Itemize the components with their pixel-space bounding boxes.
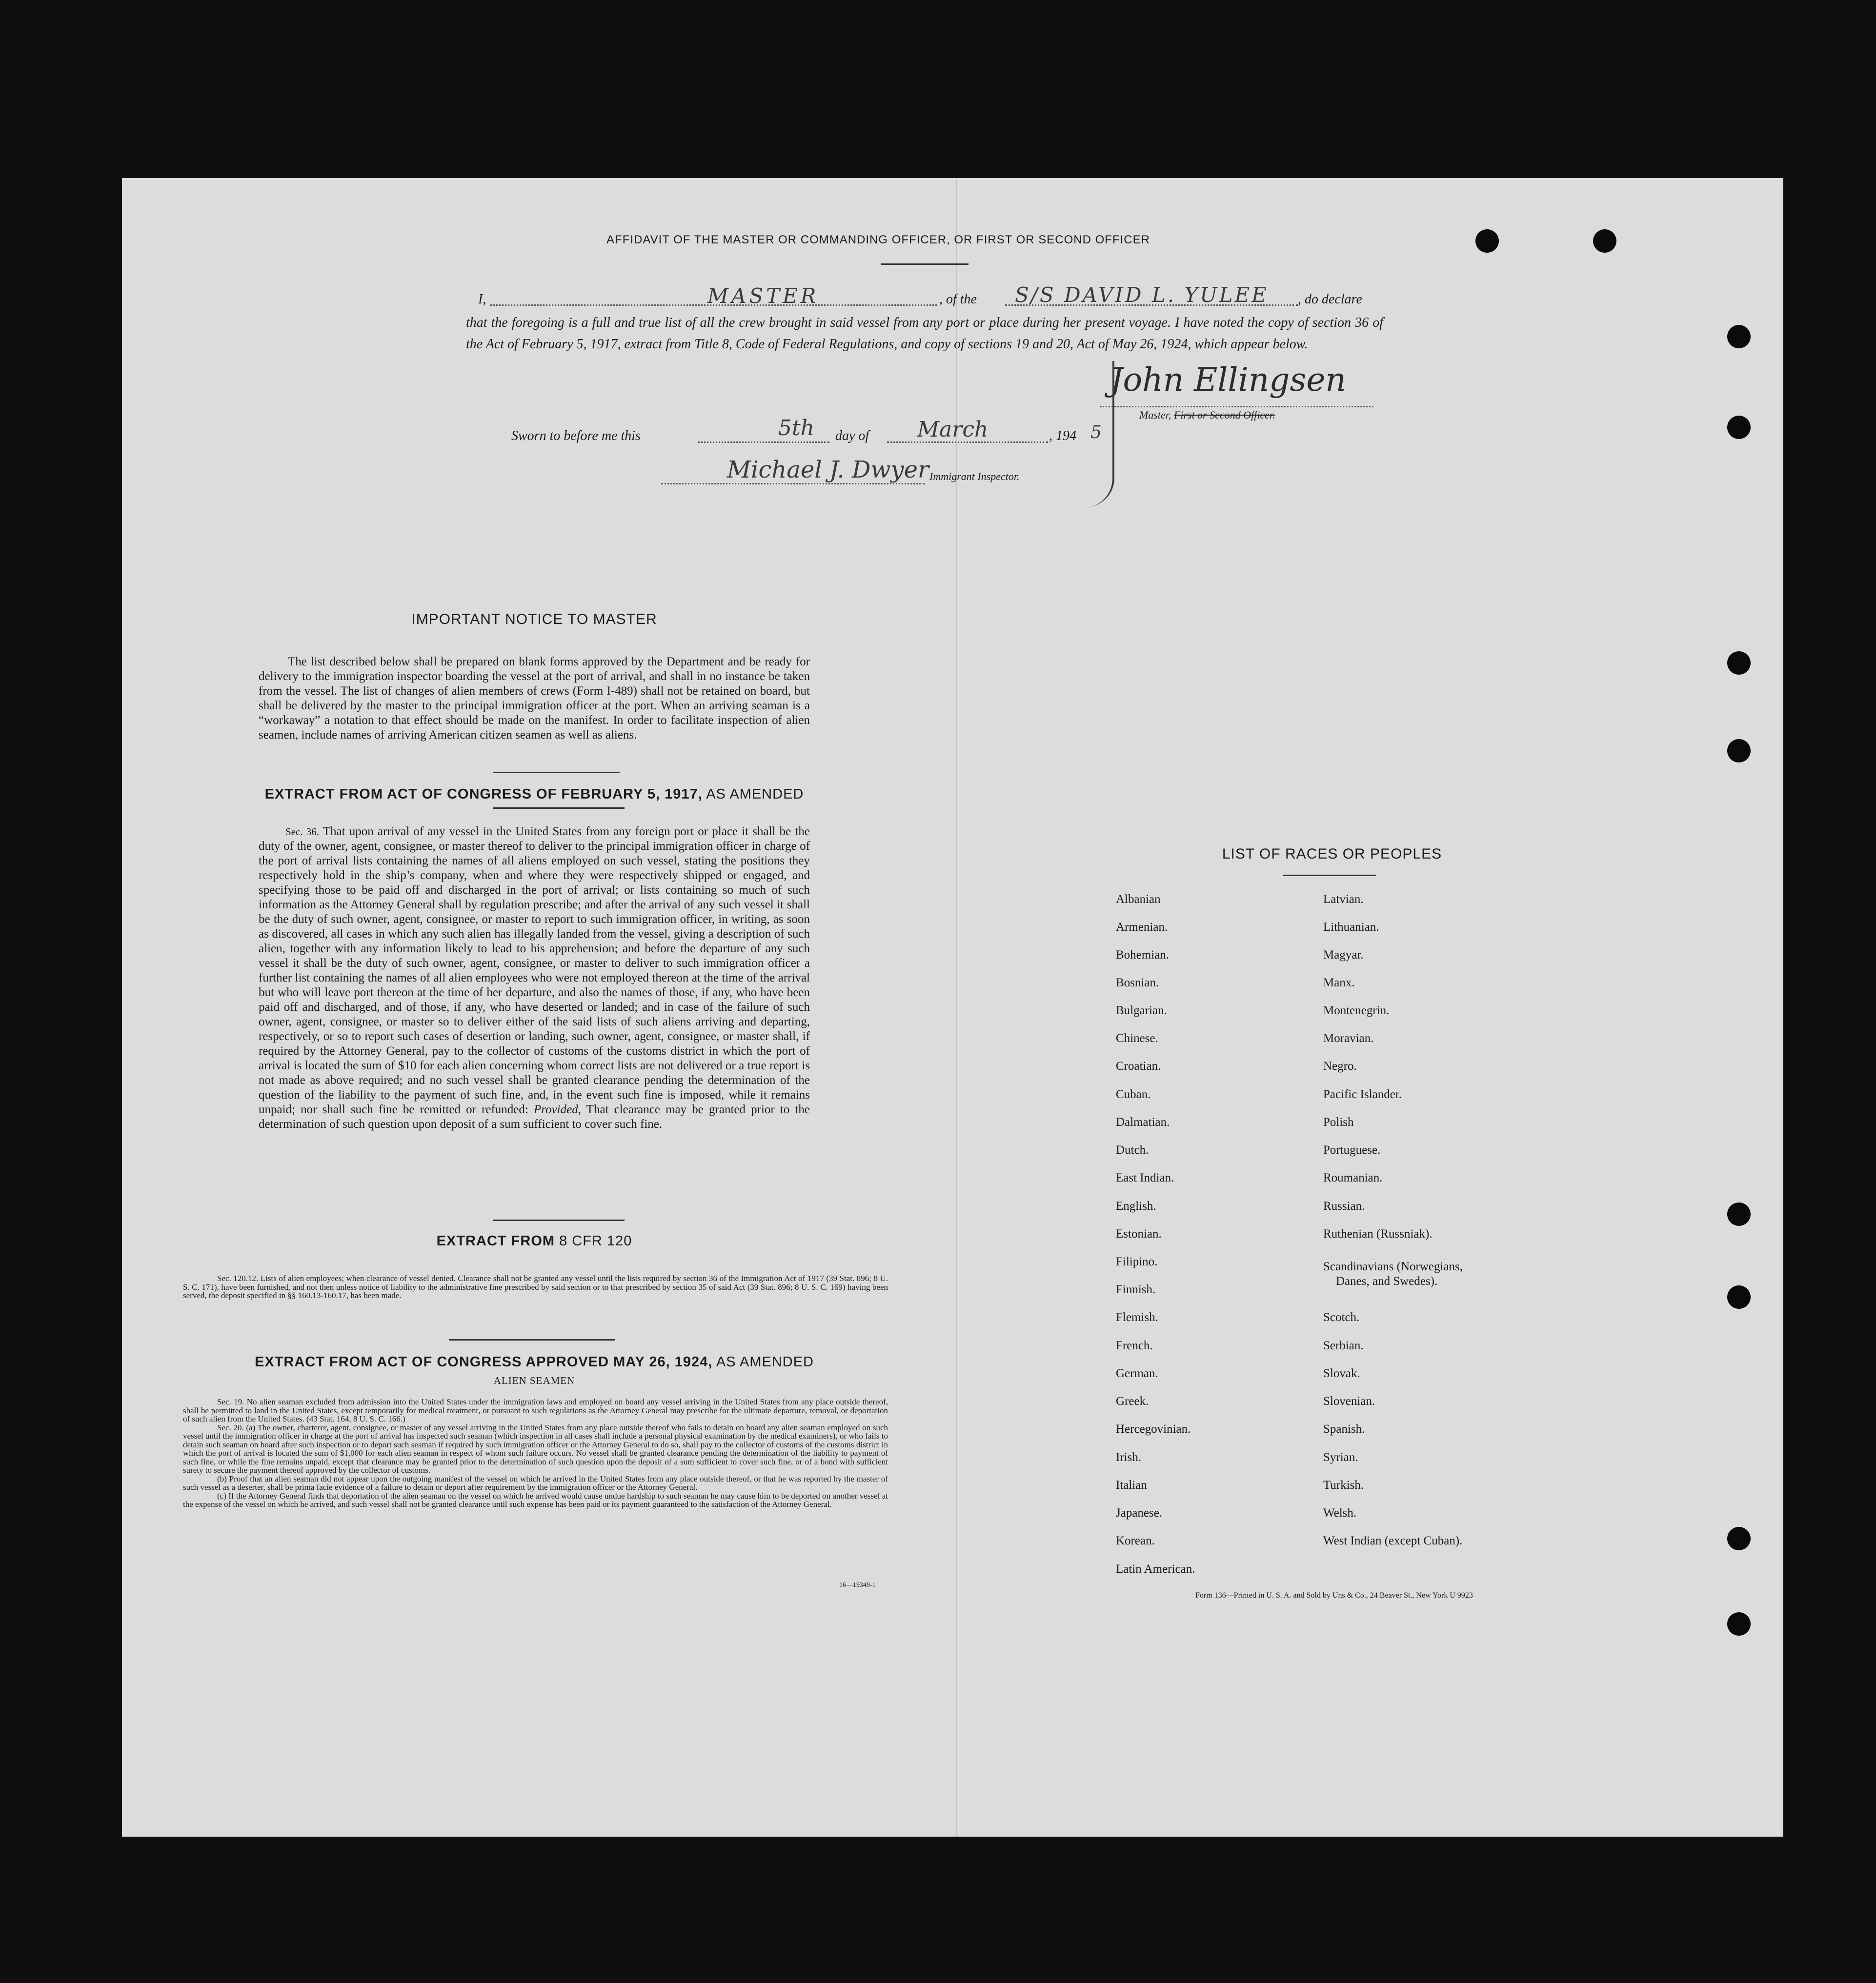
race-item: Korean. [1116, 1534, 1155, 1547]
race-item: Russian. [1323, 1200, 1365, 1213]
sec-20a-text: Sec. 20. (a) The owner, charterer, agent, consignee, or master of any vessel arriving in the United States from any place outside thereof who fails to detain on board any alien seaman employed on such vessel until the immigration officer in charge at the port of arrival has inspected such seaman (which inspection in all cases shall include a personal physical examination by the medical examiners), or who fails to detain such seaman on board after such inspection or to deport such seaman if required by such immigration officer or the Attorney General to do so, shall pay to the collector of customs of the customs district in which the port of arrival is located the sum of $1,000 for each alien seaman in respect of whom such failure occurs. No vessel shall be granted clearance pending the determination of the liability to payment of such fine, or while the fine remains unpaid, except that clearance may be granted prior to the determination of such question upon the deposit of a sum sufficient to cover such fine, or of a bond with sufficient surety to secure the payment thereof approved by the collector of customs. [183, 1422, 888, 1475]
master-caption-a: Master, [1139, 409, 1171, 421]
divider [449, 1339, 615, 1341]
extract-cfr-body: Sec. 120.12. Lists of alien employees; when clearance of vessel denied. Clearance shall not be granted any vessel until the lists required by section 36 of the Immigration Act of 1917 (39 Stat. 896; 8 U. S. C. 171), have been furnished, and not then unless notice of liability to the administrative fine prescribed by said section or to that prescribed by section 35 of said Act (39 Stat. 896; 8 U. S. C. 169) having been served, the deposit specified in §§ 160.13-160.17, has been made. [183, 1274, 888, 1300]
race-item: Spanish. [1323, 1422, 1365, 1436]
race-item: Greek. [1116, 1395, 1149, 1408]
notice-title: IMPORTANT NOTICE TO MASTER [411, 611, 657, 627]
punch-hole [1727, 1527, 1751, 1550]
race-item: Chinese. [1116, 1032, 1158, 1045]
master-signature: John Ellingsen [1110, 361, 1346, 399]
sworn-mid: day of [835, 428, 869, 443]
day-blank [698, 441, 829, 443]
affidavit-title: AFFIDAVIT OF THE MASTER OR COMMANDING OFFICER, OR FIRST OR SECOND OFFICER [606, 233, 1150, 246]
master-caption-b: First or Second Officer. [1173, 409, 1275, 421]
race-item: Dalmatian. [1116, 1116, 1170, 1129]
race-item: West Indian (except Cuban). [1323, 1534, 1463, 1547]
race-item: Scandinavians (Norwegians, [1323, 1260, 1463, 1273]
race-item: Polish [1323, 1116, 1354, 1129]
form-footer: Form 136—Printed in U. S. A. and Sold by Uns & Co., 24 Beaver St., New York U 9923 [1195, 1591, 1473, 1600]
race-item: Japanese. [1116, 1506, 1163, 1520]
races-title: LIST OF RACES OR PEOPLES [1222, 846, 1442, 862]
punch-hole [1727, 739, 1751, 762]
race-item: Serbian. [1323, 1339, 1364, 1352]
extract-cfr-title [259, 1233, 810, 1249]
race-item: Magyar. [1323, 948, 1364, 961]
race-item: Flemish. [1116, 1311, 1158, 1324]
race-item: Syrian. [1323, 1451, 1358, 1464]
sworn-year-pre: , 194 [1049, 428, 1076, 443]
race-item: Scotch. [1323, 1311, 1360, 1324]
divider [493, 1220, 625, 1221]
punch-hole [1727, 1202, 1751, 1226]
race-item: Bosnian. [1116, 976, 1159, 989]
race-item: Pacific Islander. [1323, 1088, 1402, 1101]
divider [493, 807, 625, 809]
extract-1917-title-rest: AS AMENDED [702, 786, 804, 802]
race-item: Latvian. [1323, 893, 1364, 906]
punch-hole [1727, 416, 1751, 439]
race-item: Lithuanian. [1323, 921, 1379, 934]
race-item: Latin American. [1116, 1562, 1195, 1576]
race-item: Albanian [1116, 893, 1161, 906]
proviso-label: Provided, [534, 1103, 581, 1116]
race-item: Danes, and Swedes). [1336, 1275, 1438, 1288]
extract-cfr-title-bold: EXTRACT FROM [436, 1233, 555, 1249]
race-item: Finnish. [1116, 1283, 1156, 1296]
inspector-caption: Immigrant Inspector. [929, 470, 1020, 482]
race-item: Irish. [1116, 1451, 1142, 1464]
race-item: French. [1116, 1339, 1153, 1352]
race-item: Negro. [1323, 1060, 1357, 1073]
race-item: Bohemian. [1116, 948, 1170, 961]
form-code: 16—19349-1 [839, 1582, 876, 1589]
race-item: East Indian. [1116, 1171, 1174, 1184]
master-signature-line [1100, 406, 1373, 407]
race-item: Italian [1116, 1479, 1147, 1492]
handwritten-rank: MASTER [707, 284, 819, 308]
inspector-signature: Michael J. Dwyer [727, 456, 929, 483]
race-item: Turkish. [1323, 1479, 1364, 1492]
extract-1924-title-rest: AS AMENDED [712, 1354, 814, 1370]
extract-1924-body [183, 1398, 888, 1509]
race-item: Cuban. [1116, 1088, 1151, 1101]
extract-1917-title [234, 786, 834, 802]
race-item: Roumanian. [1323, 1171, 1383, 1184]
divider [881, 263, 968, 265]
punch-hole [1727, 325, 1751, 348]
race-item: Slovak. [1323, 1367, 1360, 1380]
race-item: Estonian. [1116, 1227, 1162, 1241]
race-item: English. [1116, 1200, 1156, 1213]
notice-body: The list described below shall be prepared on blank forms approved by the Department and be ready for delivery to the immigration inspector boarding the vessel at the port of arrival, and shall in no instance be taken from the vessel. The list of changes of alien members of crews (Form I-489) shall not be retained on board, but shall be delivered by the master to the principal immigration officer at the port. When an arriving seaman is a “workaway” a notation to that effect should be made on the manifest. In order to facilitate inspection of alien seamen, include names of arriving American citizen seamen as well as aliens. [259, 655, 810, 741]
race-item: Portuguese. [1323, 1143, 1381, 1157]
divider [1283, 875, 1376, 876]
punch-hole [1593, 229, 1616, 253]
race-item: Montenegrin. [1323, 1004, 1390, 1017]
affidavit-paragraph: that the foregoing is a full and true list of all the crew brought in said vessel from any port or place during her present voyage. I have noted the copy of section 36 of the Act of February 5, 1917, extract from Title 8, Code of Federal Regulations, and copy of sections 19 and 20, Act of May 26, 1924, which appear below. [466, 315, 1383, 352]
race-item: Ruthenian (Russniak). [1323, 1227, 1432, 1241]
sec-19-text: Sec. 19. No alien seaman excluded from admission into the United States under the immigration laws and employed on board any vessel arriving in the United States from any place outside thereof, shall be permitted to land in the United States, except temporarily for medical treatment, or pursuant to such regulations as the Attorney General may prescribe for the ultimate departure, removal, or deportation of such alien from the United States. (43 Stat. 164, 8 U. S. C. 166.) [183, 1397, 888, 1423]
race-item: Moravian. [1323, 1032, 1374, 1045]
race-item: Slovenian. [1323, 1395, 1375, 1408]
race-item: Bulgarian. [1116, 1004, 1167, 1017]
race-item: Manx. [1323, 976, 1355, 989]
extract-cfr-title-rest: 8 CFR 120 [555, 1233, 632, 1249]
sec-36-text: That upon arrival of any vessel in the United States from any foreign port or place it shall be the duty of the owner, agent, consignee, or master thereof to deliver to the principal immigration officer in charge of the port of arrival lists containing the names of all aliens employed on such vessel, stating the positions they respectively hold in the ship’s company, when and where they were respectively shipped or engaged, and specifying those to be paid off and discharged in the port of arrival; or lists containing so much of such information as the Attorney General shall by regulation prescribe; and after the arrival of any such vessel it shall be the duty of such owner, agent, consignee, or master to report to such immigration officer, in writing, as soon as discovered, all cases in which any such alien has illegally landed from the vessel, giving a description of such alien, together with any information likely to lead to his apprehension; and before the departure of any such vessel it shall be the duty of such owner, agent, consignee, or master to deliver to such immigration officer a further list containing the names of all alien employees who were not employed thereon at the time of the arrival but who will leave port thereon at the time of her departure, and also the names of those, if any, who have been paid off and discharged, and of those, if any, who have deserted or landed; and in case of the failure of such owner, agent, consignee, or master so to deliver either of the said lists of such aliens arriving and departing, respectively, or so to report such cases of desertion or landing, such owner, agent, consignee, or master shall, if required by the Attorney General, pay to the collector of customs of the customs district in which the port of arrival is located the sum of $10 for each alien concerning whom correct lists are not delivered or a true report is not made as above required; and no such vessel shall be granted clearance pending the determination of the question of the liability to the payment of such fine, and, in the event such fine is imposed, while it remains unpaid; nor shall such fine be remitted or refunded: [259, 825, 810, 1116]
handwritten-month: March [917, 417, 988, 442]
extract-1924-title [234, 1354, 834, 1370]
sec-36-label: Sec. 36. [285, 826, 320, 838]
extract-1917-title-bold: EXTRACT FROM ACT OF CONGRESS OF FEBRUARY 5, 1917, [264, 786, 703, 802]
master-caption [1139, 409, 1275, 421]
race-item: Croatian. [1116, 1060, 1161, 1073]
sec-20c-text: (c) If the Attorney General finds that deportation of the alien seaman on the vessel on which he arrived would cause undue hardship to such seaman he may cause him to be deported on another vessel at the expense of the vessel on which he arrived, and such vessel shall not be granted clearance until such expense has been paid or its payment guaranteed to the satisfaction of the Attorney General. [183, 1491, 888, 1509]
affidavit-line1-mid: , of the [939, 292, 977, 307]
affidavit-line1-pre: I, [478, 292, 486, 307]
race-item: Welsh. [1323, 1506, 1357, 1520]
extract-1917-body [259, 824, 810, 1132]
punch-hole [1727, 1612, 1751, 1636]
race-item: Dutch. [1116, 1143, 1149, 1157]
punch-hole [1727, 651, 1751, 675]
race-item: Filipino. [1116, 1255, 1158, 1268]
sec-20b-text: (b) Proof that an alien seaman did not appear upon the outgoing manifest of the vessel on which he arrived in the United States from any place outside thereof, or that he was reported by the master of such vessel as a deserter, shall be prima facie evidence of a failure to detain or deport after requirement by the immigration officer or the Attorney General. [183, 1474, 888, 1492]
punch-hole [1727, 1285, 1751, 1309]
affidavit-line1-post: , do declare [1298, 292, 1362, 307]
handwritten-vessel: S/S DAVID L. YULEE [1015, 283, 1269, 307]
race-item: Hercegovinian. [1116, 1422, 1191, 1436]
handwritten-day: 5th [778, 416, 815, 441]
sworn-pre: Sworn to before me this [511, 428, 641, 443]
divider [493, 772, 620, 773]
race-item: Armenian. [1116, 921, 1168, 934]
handwritten-year: 5 [1090, 422, 1102, 442]
extract-1924-subtitle: ALIEN SEAMEN [493, 1375, 575, 1386]
punch-hole [1475, 229, 1499, 253]
race-item: German. [1116, 1367, 1158, 1380]
extract-1924-title-bold: EXTRACT FROM ACT OF CONGRESS APPROVED MAY 26, 1924, [255, 1354, 713, 1370]
proviso-text: That clearance may be granted prior to the determination of such question upon deposit of a sum sufficient to cover such fine. [259, 1103, 810, 1131]
